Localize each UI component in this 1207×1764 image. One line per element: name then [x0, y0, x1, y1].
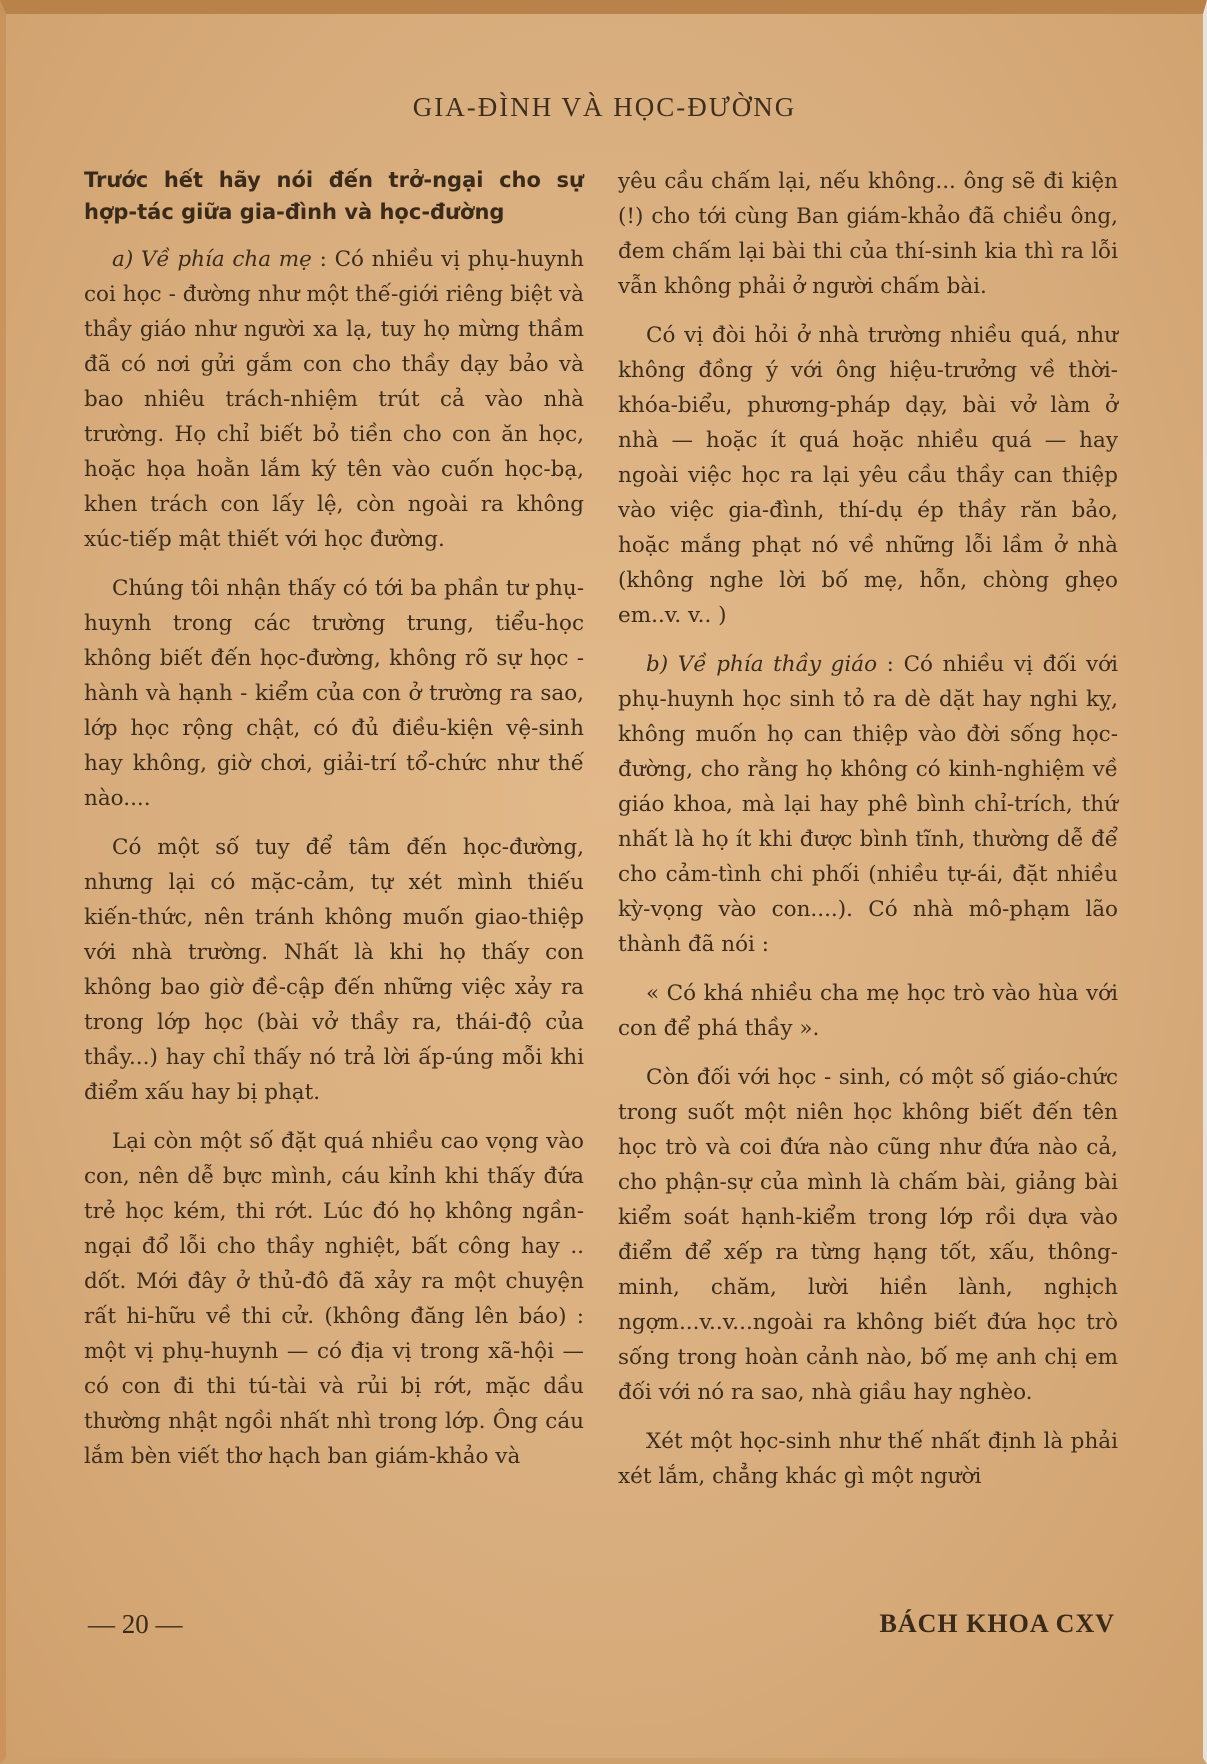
paragraph: Có một số tuy để tâm đến học-đường, nhưng lại có mặc-cảm, tự xét mình thiếu kiến-thức, nên tránh không muốn giao-thiệp với nhà trường. Nhất là khi họ thấy con không bao giờ đề-cập đến những việc xảy ra trong lớp học (bài vở thầy ra, thái-độ của thầy...) hay chỉ thấy nó trả lời ấp-úng mỗi khi điểm xấu hay bị phạt.	[84, 835, 584, 1105]
paragraph: yêu cầu chấm lại, nếu không... ông sẽ đi kiện (!) cho tới cùng Ban giám-khảo đã chiều ông, đem chấm lại bài thi của thí-sinh kia thì ra lỗi vẫn không phải ở người chấm bài.	[618, 169, 1118, 299]
paragraph: Lại còn một số đặt quá nhiều cao vọng vào con, nên dễ bực mình, cáu kỉnh khi thấy đứa trẻ học kém, thi rớt. Lúc đó họ không ngần-ngại đổ lỗi cho thầy nghiệt, bất công hay .. dốt. Mới đây ở thủ-đô đã xảy ra một chuyện rất hi-hữu về thi cử. (không đăng lên báo) : một vị phụ-huynh — có địa vị trong xã-hội — có con đi thi tú-tài và rủi bị rớt, mặc dầu thường nhật ngồi nhất nhì trong lớp. Ông cáu lắm bèn viết thơ hạch ban giám-khảo và	[84, 1129, 584, 1469]
running-header: GIA-ĐÌNH VÀ HỌC-ĐƯỜNG	[412, 92, 797, 122]
paragraph	[84, 242, 584, 557]
publication-name: BÁCH KHOA CXV	[879, 1609, 1115, 1638]
left-column	[84, 164, 584, 1488]
paragraph: Còn đối với học - sinh, có một số giáo-chức trong suốt một niên học không biết đến tên học trò và coi đứa nào cũng như đứa nào cả, cho phận-sự của mình là chấm bài, giảng bài kiểm soát hạnh-kiểm trong lớp rồi dựa vào điểm để xếp ra từng hạng tốt, xấu, thông-minh, chăm, lười hiền lành, nghịch ngợm...v..v...ngoài ra không biết đứa học trò sống trong hoàn cảnh nào, bố mẹ anh chị em đối với nó ra sao, nhà giầu hay nghèo.	[618, 1065, 1118, 1405]
paragraph-text: : Có nhiều vị đối với phụ-huynh học sinh tỏ ra dè dặt hay nghi kỵ, không muốn họ can thiệp vào đời sống học-đường, cho rằng họ không có kinh-nghiệm về giáo khoa, mà lại hay phê bình chỉ-trích, thứ nhất là họ ít khi được bình tĩnh, thường dễ để cho cảm-tình chi phối (nhiều tự-ái, đặt nhiều kỳ-vọng vào con....). Có nhà mô-phạm lão thành đã nói :	[618, 652, 1118, 957]
page-number: — 20 —	[88, 1609, 183, 1639]
paragraph: Có vị đòi hỏi ở nhà trường nhiều quá, như không đồng ý với ông hiệu-trưởng về thời-khóa-biểu, phương-pháp dạy, bài vở làm ở nhà — hoặc ít quá hoặc nhiều quá — hay ngoài việc học ra lại yêu cầu thầy can thiệp vào việc gia-đình, thí-dụ ép thầy răn bảo, hoặc mắng phạt nó về những lỗi lầm ở nhà (không nghe lời bố mẹ, hỗn, chòng ghẹo em..v. v.. )	[618, 323, 1118, 628]
quote-paragraph: « Có khá nhiều cha mẹ học trò vào hùa với con để phá thầy ».	[618, 981, 1118, 1041]
paragraph: Xét một học-sinh như thế nhất định là phải xét lắm, chẳng khác gì một người	[618, 1429, 1118, 1489]
paragraph: Chúng tôi nhận thấy có tới ba phần tư phụ-huynh trong các trường trung, tiểu-học không biết đến học-đường, không rõ sự học - hành và hạnh - kiểm của con ở trường ra sao, lớp học rộng chật, có đủ điều-kiện vệ-sinh hay không, giờ chơi, giải-trí tổ-chức như thế nào....	[84, 576, 584, 811]
subsection-label: a) Về phía cha mẹ	[112, 247, 312, 272]
right-column	[618, 164, 1118, 1508]
subsection-label: b) Về phía thầy giáo	[646, 652, 878, 677]
paragraph-text: : Có nhiều vị phụ-huynh coi học - đường như một thế-giới riêng biệt và thầy giáo như người xa lạ, tuy họ mừng thầm đã có nơi gửi gắm con cho thầy dạy bảo và bao nhiêu trách-nhiệm trút cả vào nhà trường. Họ chỉ biết bỏ tiền cho con ăn học, hoặc họa hoằn lắm ký tên vào cuốn học-bạ, khen trách con lấy lệ, còn ngoài ra không xúc-tiếp mật thiết với học đường.	[84, 247, 585, 552]
section-heading: Trước hết hãy nói đến trở-ngại cho sự hợp-tác giữa gia-đình và học-đường	[84, 168, 584, 224]
paragraph	[618, 647, 1118, 962]
